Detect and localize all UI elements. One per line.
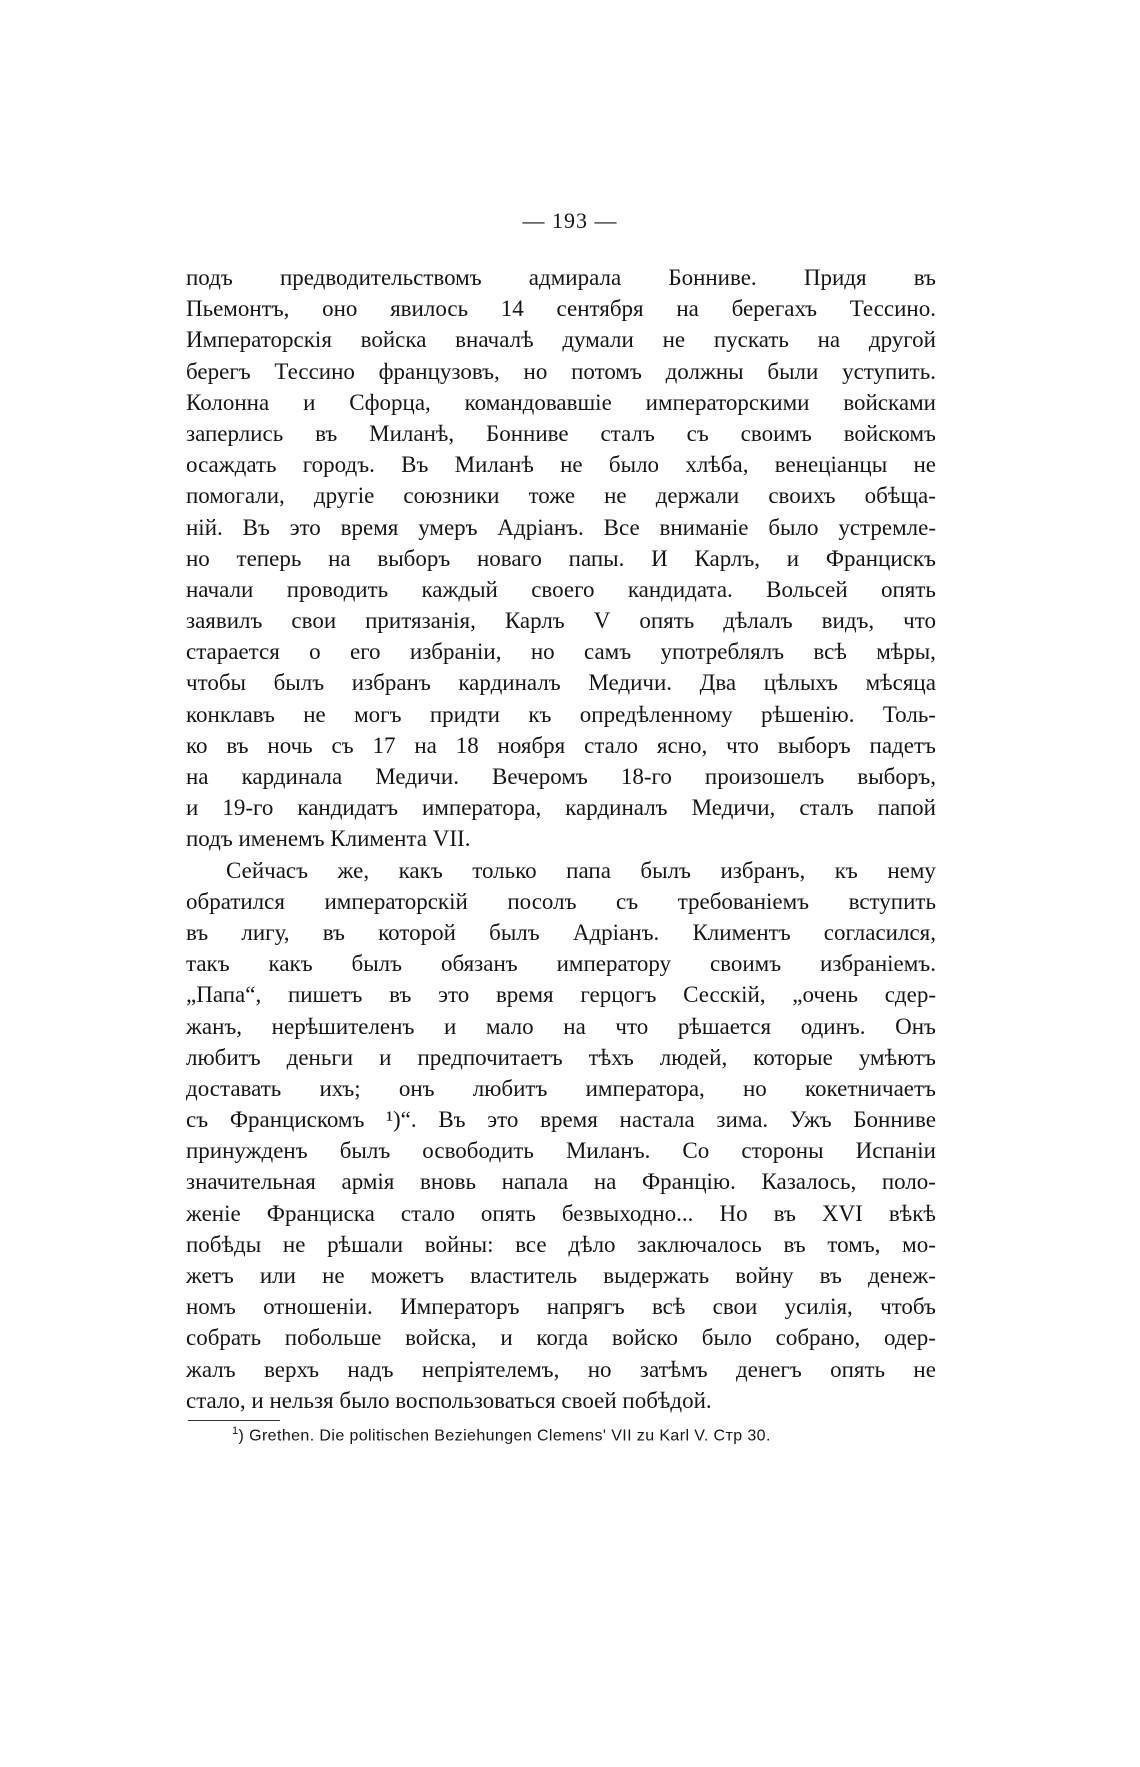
text-line: подъ предводительствомъ адмирала Бонниве. Придя въ (186, 265, 936, 290)
paragraph (186, 855, 936, 1416)
text-line: Пьемонтъ, оно явилось 14 сентября на берегахъ Тессино. (186, 296, 936, 322)
text-line: доставать ихъ; онъ любитъ императора, но кокетничаетъ (186, 1075, 936, 1101)
text-line: чтобы былъ избранъ кардиналъ Медичи. Два цѣлыхъ мѣсяца (186, 670, 936, 696)
text-line: такъ какъ былъ обязанъ императору своимъ избраніемъ. (186, 951, 936, 977)
footnote-divider (188, 1420, 280, 1421)
text-line: принужденъ былъ освободить Миланъ. Со стороны Испаніи (186, 1138, 936, 1164)
text-line: жанъ, нерѣшителенъ и мало на что рѣшается одинъ. Онъ (186, 1013, 936, 1039)
text-line: значительная армія вновь напала на Францію. Казалось, поло- (186, 1169, 936, 1195)
text-line: осаждать городъ. Въ Миланѣ не было хлѣба, венеціанцы не (186, 452, 936, 478)
text-line: подъ именемъ Климента VII. (186, 826, 471, 852)
text-line: „Папа“, пишетъ въ это время герцогъ Сесскій, „очень сдер- (186, 982, 936, 1008)
text-line: ній. Въ это время умеръ Адріанъ. Все вниманіе было устремле- (186, 514, 936, 540)
text-line: собрать побольше войска, и когда войско было собрано, одер- (186, 1325, 936, 1351)
text-line: и 19-го кандидатъ императора, кардиналъ Медичи, сталъ папой (186, 795, 936, 821)
text-line: номъ отношеніи. Императоръ напрягъ всѣ свои усилія, чтобъ (186, 1294, 936, 1320)
text-line: берегъ Тессино французовъ, но потомъ должны были уступить. (186, 358, 936, 384)
text-line: но теперь на выборъ новаго папы. И Карлъ, и Францискъ (186, 545, 936, 571)
text-line: Колонна и Сфорца, командовавшіе императорскими войсками (186, 389, 936, 415)
text-line: старается о его избраніи, но самъ употреблялъ всѣ мѣры, (186, 639, 936, 665)
text-line: заперлись въ Миланѣ, Бонниве сталъ съ своимъ войскомъ (186, 420, 936, 446)
text-line: обратился императорскій посолъ съ требованіемъ вступить (186, 888, 936, 914)
text-line: на кардинала Медичи. Вечеромъ 18-го произошелъ выборъ, (186, 764, 936, 789)
text-line: женіе Франциска стало опять безвыходно... Но въ XVI вѣкѣ (186, 1200, 936, 1226)
text-line: начали проводить каждый своего кандидата. Вольсей опять (186, 576, 936, 602)
footnote-text: ) Grethen. Die politischen Beziehungen Clemens' VII zu Karl V. Стр 30. (238, 1427, 771, 1445)
text-line: стало, и нельзя было воспользоваться своей побѣдой. (186, 1387, 712, 1413)
text-line: ко въ ночь съ 17 на 18 ноября стало ясно, что выборъ падетъ (186, 732, 936, 758)
text-line: помогали, другіе союзники тоже не держали своихъ обѣща- (186, 483, 936, 509)
text-line: побѣды не рѣшали войны: все дѣло заключалось въ томъ, мо- (186, 1231, 936, 1257)
footnote-marker: 1 (232, 1425, 239, 1437)
text-line: любитъ деньги и предпочитаетъ тѣхъ людей, которые умѣютъ (186, 1044, 936, 1070)
text-line: съ Францискомъ ¹)“. Въ это время настала зима. Ужъ Бонниве (186, 1107, 936, 1133)
text-line: заявилъ свои притязанія, Карлъ V опять дѣлалъ видъ, что (186, 608, 936, 634)
text-line: Императорскія войска вначалѣ думали не пускать на другой (186, 327, 936, 353)
page-number: — 193 — (522, 208, 618, 233)
footnote (232, 1425, 771, 1445)
body-text (186, 262, 936, 1416)
paragraph (186, 262, 936, 855)
text-line: жетъ или не можетъ властитель выдержать войну въ денеж- (186, 1263, 936, 1288)
text-line: Сейчасъ же, какъ только папа былъ избранъ, къ нему (226, 857, 936, 883)
text-line: жалъ верхъ надъ непріятелемъ, но затѣмъ денегъ опять не (186, 1356, 936, 1382)
text-line: конклавъ не могъ придти къ опредѣленному рѣшенію. Толь- (186, 701, 936, 727)
text-line: въ лигу, въ которой былъ Адріанъ. Климентъ согласился, (186, 919, 936, 945)
